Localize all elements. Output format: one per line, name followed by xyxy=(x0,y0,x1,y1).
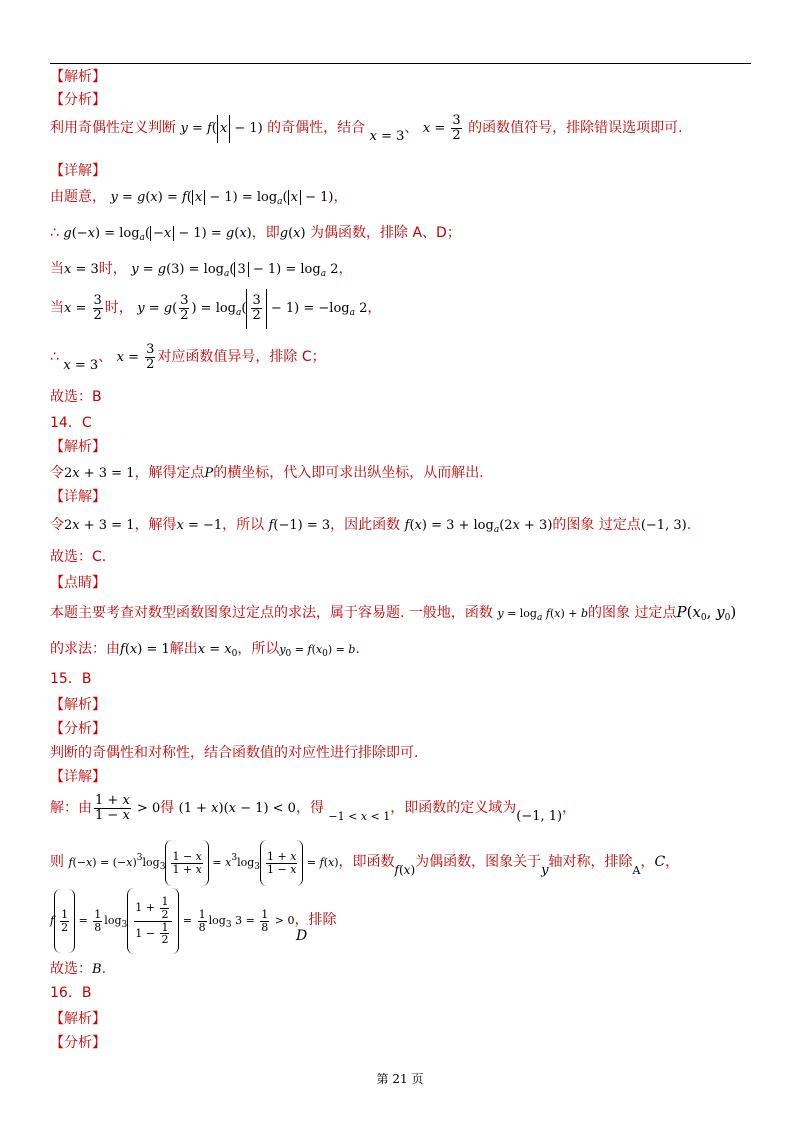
q14-analysis: 令2x + 3 = 1，解得定点P的横坐标，代入即可求出纵坐标，从而解出. xyxy=(50,465,484,481)
q16-heading: 16．B xyxy=(50,985,92,1001)
q13-detail-line2: ∴ $g(-x) = \log_a( -x - 1) = g(x)$，即g(x) 为偶函数，排除 A、D； xyxy=(50,225,461,243)
q15-detail-line3: f $\frac{1}{2}$ = $\frac{1}{8}$ $\log_3$ 1 + $\frac{1}{2}$ 1 − $\frac{1}{2}$ = $\frac{1}{8}$ $\log_3 3$ = $\frac{1}{8}$ > 0，排除 xyxy=(50,888,337,956)
q14-detail: 令2x + 3 = 1，解得x = −1，所以 f(−1) = 3，因此函数 $f(x) = 3 + \log_a(2x + 3)$的图象 过定点(−1, 3). xyxy=(50,517,692,535)
q16-jiexi-label: 【解析】 xyxy=(50,1011,106,1027)
q13-detail-line5: ∴ x = 3、 x = $\frac{3}{2}$ 对应函数值异号，排除 C； xyxy=(50,342,326,373)
q14-xiangjie-label: 【详解】 xyxy=(50,489,106,505)
q15-heading: 15．B xyxy=(50,671,92,687)
q13-fenxi-label: 【分析】 xyxy=(50,92,106,108)
q15-xiangjie-label: 【详解】 xyxy=(50,769,106,785)
q15-answer: 故选：B. xyxy=(50,961,107,977)
q14-heading: 14．C xyxy=(50,415,92,431)
header-rule xyxy=(50,63,751,64)
q15-analysis: 判断的奇偶性和对称性，结合函数值的对应性进行排除即可. xyxy=(50,745,419,761)
q13-detail-line4: 当x = $\frac{3}{2}$ 时， y = g( $\frac{3}{2}$ ) = $\log_a$( $\frac{3}{2}$ − $1) = -\log_a$ 2， xyxy=(50,288,381,333)
q14-jiexi-label: 【解析】 xyxy=(50,439,106,455)
q14-answer: 故选：C. xyxy=(50,549,107,565)
q13-detail-line1: 由题意， y = g(x) = f( $x - 1) = \log_a$( x − 1)， xyxy=(50,189,348,207)
q15-detail-line2: 则 $f(-x) = (-x)^3\log_3$ $\frac{1 - x}{1 + x}$ = $x^3\log_3$ $\frac{1 + x}{1 - x}$ = f(x)，即函数f(x)为偶函数，图象关于y轴对称，排除A，C， xyxy=(50,836,679,889)
q15-detail-line1: 解：由 $\frac{1 + x}{1 - x}$ > 0得 (1 + x)(x − 1) < 0，得 −1 < x < 1，即函数的定义域为(−1, 1)， xyxy=(50,793,577,824)
q14-remark-line2: 的求法：由f(x) = 1解出$x = x_0$，所以$y_0 = f(x_0) = b$. xyxy=(50,641,360,659)
q14-dianjing-label: 【点睛】 xyxy=(50,575,106,591)
q16-fenxi-label: 【分析】 xyxy=(50,1035,106,1051)
q15-option-d: D xyxy=(296,928,308,944)
q13-xiangjie-label: 【详解】 xyxy=(50,163,106,179)
q15-fenxi-label: 【分析】 xyxy=(50,721,106,737)
q15-jiexi-label: 【解析】 xyxy=(50,697,106,713)
q13-answer: 故选：B xyxy=(50,389,102,405)
q13-detail-line3: 当x = 3时， $y = g(3) = \log_a$( $3 - 1) = \log_a 2$， xyxy=(50,261,353,279)
q13-jiexi-label: 【解析】 xyxy=(50,69,106,85)
page-number: 第 21 页 xyxy=(376,1072,424,1086)
q14-remark-line1: 本题主要考查对数型函数图象过定点的求法，属于容易题. 一般地，函数 $y = \log_a f(x) + b$的图象 过定点$P(x_0$, $y_0$) xyxy=(50,603,737,623)
q13-analysis: 利用奇偶性定义判断 y = f( x − 1) 的奇偶性，结合 x = 3、 x = $\frac{3}{2}$ 的函数值符号，排除错误选项即可. xyxy=(50,113,683,144)
